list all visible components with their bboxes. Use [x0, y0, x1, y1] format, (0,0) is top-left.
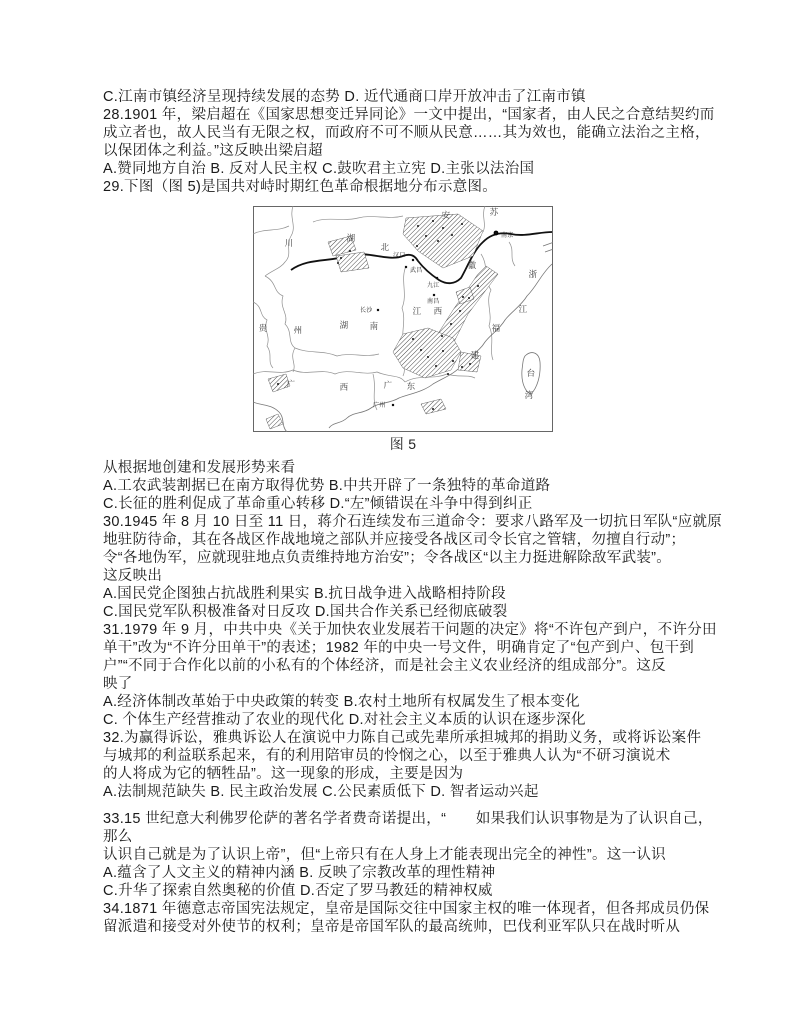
province-label: 浙	[528, 269, 538, 279]
text-line: 32.为赢得诉讼，雅典诉讼人在演说中力陈自己或先辈所承担城邦的捐助义务，或将诉讼案件	[103, 730, 702, 746]
province-label: 州	[293, 325, 303, 335]
base-town-dot	[420, 349, 422, 351]
province-label: 江	[412, 306, 422, 316]
text-line: C.江南市镇经济呈现持续发展的态势 D. 近代通商口岸开放冲击了江南市镇	[103, 89, 586, 105]
base-town-dot	[416, 245, 418, 247]
base-town-dot	[432, 220, 434, 222]
text-line: 31.1979 年 9 月，中共中央《关于加快农业发展若干问题的决定》将“不许包产到户，不许分田	[103, 622, 717, 638]
text-line: A.工农武装割据已在南方取得优势 B.中共开辟了一条独特的革命道路	[103, 478, 551, 494]
text-block-final	[103, 810, 713, 936]
province-label: 江	[518, 304, 528, 314]
city-label: 汉口	[393, 253, 406, 259]
base-town-dot	[442, 350, 444, 352]
text-line: 单干”改为“不许分田单干”的表述；1982 年的中央一号文件，明确肯定了“包产到户、包干到	[103, 640, 695, 656]
province-label: 福	[491, 323, 501, 333]
base-town-dot	[447, 373, 449, 375]
base-town-dot	[477, 285, 479, 287]
province-label: 建	[470, 350, 480, 360]
city-dot	[392, 404, 394, 406]
city-label: 武昌	[410, 268, 423, 274]
province-label: 湾	[524, 390, 534, 400]
base-town-dot	[461, 223, 463, 225]
province-label: 南	[369, 321, 379, 331]
province-label: 湖	[346, 233, 356, 243]
text-line: 30.1945 年 8 月 10 日至 11 日，蒋介石连续发布三道命令：要求八路军及一切抗日军队“应就原	[103, 514, 723, 530]
text-line: 34.1871 年德意志帝国宪法规定，皇帝是国际交往中国家主权的唯一体现者，但各邦成员仍保	[103, 901, 710, 917]
city-label: 广州	[373, 403, 386, 409]
text-line: 的人将成为它的牺牲品”。这一现象的形成，主要是因为	[103, 766, 464, 782]
base-town-dot	[412, 338, 414, 340]
city-label: 南京	[501, 233, 514, 239]
base-town-dot	[340, 257, 342, 259]
city-dot	[405, 266, 407, 268]
base-town-dot	[442, 227, 444, 229]
text-block-top	[103, 88, 715, 196]
base-town-dot	[450, 323, 452, 325]
text-line: A.国民党企图独占抗战胜利果实 B.抗日战争进入战略相持阶段	[103, 586, 506, 602]
city-label: 九江	[427, 283, 440, 289]
province-label: 东	[406, 381, 416, 391]
base-town-dot	[349, 250, 351, 252]
map-frame	[254, 207, 553, 432]
map-svg	[253, 206, 553, 432]
province-label: 湖	[339, 320, 349, 330]
base-town-dot	[459, 310, 461, 312]
text-line: 这反映出	[103, 568, 163, 584]
city-dot	[433, 294, 435, 296]
base-town-dot	[417, 225, 419, 227]
text-line: 与城邦的利益联系起来，有的利用陪审员的怜悯之心，以至于雅典人认为“不研习演说术	[103, 748, 671, 764]
base-town-dot	[432, 408, 434, 410]
text-line: 令“各地伪军，应就现驻地点负责维持地方治安”；令各战区“以主力挺进解除敌军武装”。	[103, 550, 672, 566]
city-dot	[495, 232, 497, 234]
document-content	[103, 88, 723, 936]
province-label: 川	[284, 238, 294, 248]
province-label: 徽	[467, 260, 477, 270]
city-dot	[436, 277, 438, 279]
figure-map	[253, 206, 553, 453]
text-line: 以保团体之利益。”这反映出梁启超	[103, 143, 323, 159]
text-line: 认识自己就是为了认识上帝”，但“上帝只有在人身上才能表现出完全的神性”。这一认识	[103, 847, 666, 863]
base-town-dot	[277, 383, 279, 385]
text-line: C.国民党军队积极准备对日反攻 D.国共合作关系已经彻底破裂	[103, 604, 508, 620]
base-town-dot	[452, 360, 454, 362]
base-town-dot	[468, 297, 470, 299]
city-label: 南昌	[427, 299, 440, 305]
text-line: C. 个体生产经营推动了农业的现代化 D.对社会主义本质的认识在逐步深化	[103, 712, 586, 728]
text-line: A.赞同地方自治 B. 反对人民主权 C.鼓吹君主立宪 D.主张以法治国	[103, 161, 535, 177]
province-label: 台	[526, 368, 536, 378]
province-label: 西	[339, 382, 349, 392]
figure-caption: 图 5	[389, 436, 417, 452]
text-line: 映了	[103, 676, 133, 692]
text-line: 29.下图（图 5)是国共对峙时期红色革命根据地分布示意图。	[103, 179, 498, 195]
base-town-dot	[425, 235, 427, 237]
text-line: C.长征的胜利促成了革命重心转移 D.“左”倾错误在斗争中得到纠正	[103, 496, 533, 512]
province-label: 北	[380, 242, 390, 252]
base-town-dot	[469, 363, 471, 365]
text-line: 28.1901 年，梁启超在《国家思想变迁异同论》一文中提出，“国家者，由人民之合意结契约而	[103, 107, 715, 123]
province-label: 苏	[489, 207, 499, 217]
text-line: 那么	[103, 829, 133, 845]
base-town-dot	[441, 335, 443, 337]
province-label: 西	[433, 306, 443, 316]
base-town-dot	[451, 234, 453, 236]
text-line: 从根据地创建和发展形势来看	[103, 460, 296, 476]
province-label: 贵	[258, 323, 268, 333]
text-line: 33.15 世纪意大利佛罗伦萨的著名学者费奇诺提出，“ 如果我们认识事物是为了认识自己，	[103, 811, 713, 827]
text-line: 地驻防待命，其在各战区作战地境之部队并应接受各战区司令长官之管辖，勿擅自行动”；	[103, 532, 686, 548]
text-line: A.经济体制改革始于中央政策的转变 B.农村土地所有权属发生了根本变化	[103, 694, 580, 710]
base-town-dot	[337, 262, 339, 264]
city-dot	[412, 259, 414, 261]
text-line: 成立者也，故人民当有无限之权，而政府不可不顺从民意……其为效也，能确立法治之主格，	[103, 125, 710, 141]
city-dot	[377, 309, 379, 311]
base-town-dot	[461, 366, 463, 368]
province-label: 广	[286, 379, 296, 389]
text-line: A.蕴含了人文主义的精神内涵 B. 反映了宗教改革的理性精神	[103, 865, 496, 881]
text-block-mid	[103, 459, 723, 801]
base-town-dot	[462, 296, 464, 298]
text-line: A.法制规范缺失 B. 民主政治发展 C.公民素质低下 D. 智者运动兴起	[103, 784, 539, 800]
base-town-dot	[427, 356, 429, 358]
text-line: 户”“不同于合作化以前的小私有的个体经济，而是社会主义农业经济的组成部分”。这反	[103, 658, 666, 674]
text-line: 留派遣和接受对外使节的权利；皇帝是帝国军队的最高统帅，巴伐利亚军队只在战时听从	[103, 919, 681, 935]
base-town-dot	[435, 365, 437, 367]
province-label: 安	[441, 210, 451, 220]
text-line: C.升华了探索自然奥秘的价值 D.否定了罗马教廷的精神权威	[103, 883, 493, 899]
province-label: 广	[383, 380, 393, 390]
city-label: 长沙	[360, 308, 373, 314]
base-town-dot	[437, 240, 439, 242]
